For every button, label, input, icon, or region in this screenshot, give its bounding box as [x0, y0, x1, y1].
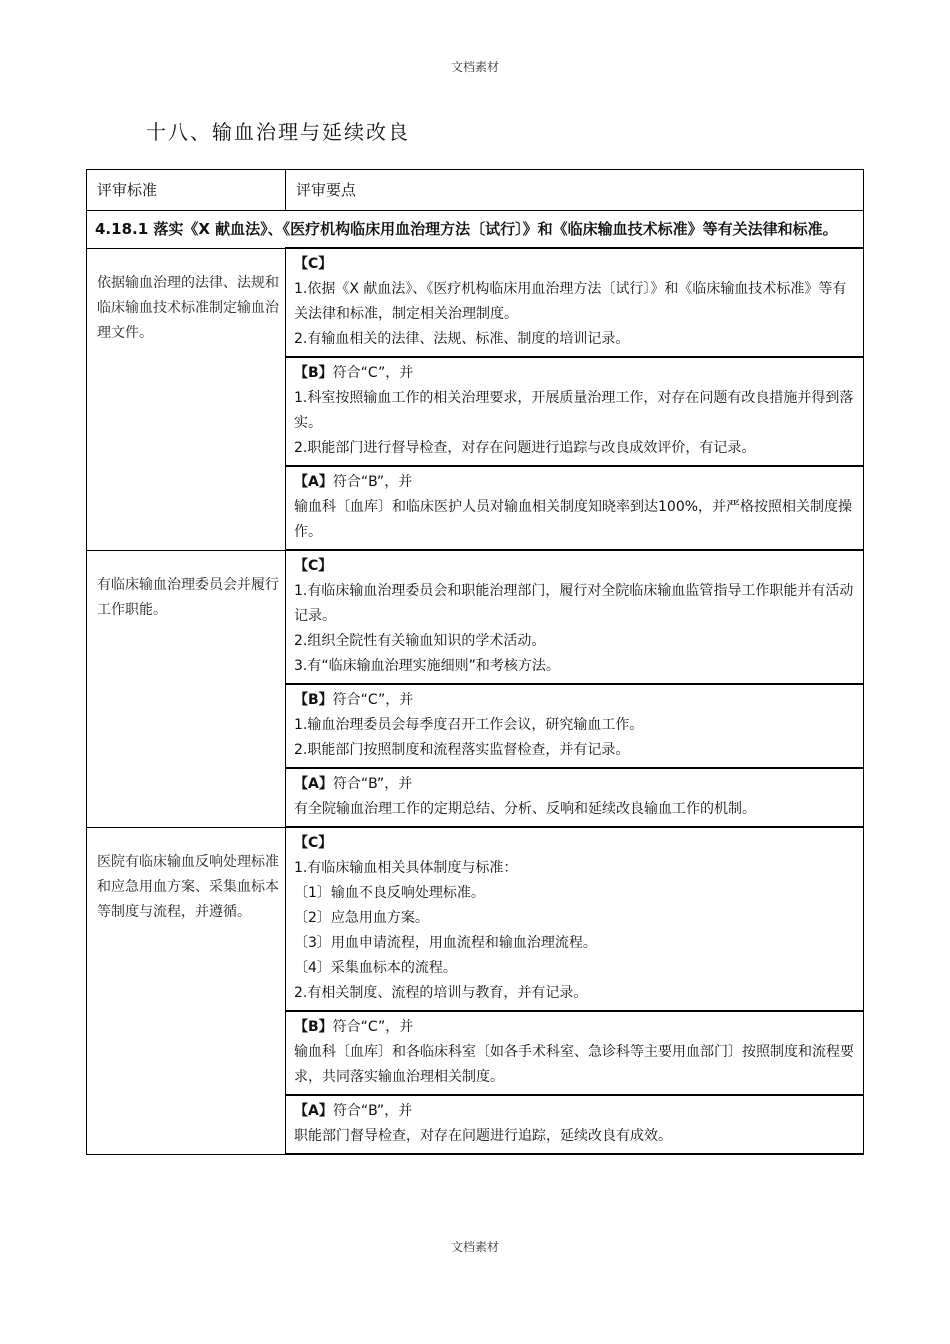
- level-a-suffix: 符合“B”，并: [332, 1103, 413, 1119]
- review-table: [86, 169, 864, 1155]
- level-b-label: 【B】: [294, 365, 333, 381]
- point-b-cell: [286, 684, 864, 768]
- table-row: [87, 827, 864, 1011]
- level-a-suffix: 符合“B”，并: [332, 776, 413, 792]
- point-a-cell: [286, 1095, 864, 1154]
- point-c-cell: [286, 550, 864, 684]
- point-line: 1.科室按照输血工作的相关治理要求，开展质量治理工作，对存在问题有改良措施并得到落实。: [294, 390, 854, 431]
- col-header-points: 评审要点: [286, 170, 864, 211]
- level-a-label: 【A】: [294, 474, 333, 490]
- point-line: 〔2〕应急用血方案。: [294, 910, 429, 926]
- level-b-label: 【B】: [294, 1019, 333, 1035]
- point-line: 2.职能部门按照制度和流程落实监督检查，并有记录。: [294, 742, 630, 758]
- page-footer: 文档素材: [450, 1240, 499, 1254]
- page-header: 文档素材: [450, 60, 499, 74]
- level-b-suffix: 符合“C”，并: [332, 1019, 414, 1035]
- point-line: 职能部门督导检查，对存在问题进行追踪，延续改良有成效。: [294, 1128, 672, 1144]
- point-line: 1.输血治理委员会每季度召开工作会议，研究输血工作。: [294, 717, 644, 733]
- point-b-cell: [286, 357, 864, 466]
- point-a-cell: [286, 466, 864, 550]
- level-a-suffix: 符合“B”，并: [332, 474, 413, 490]
- section-title: 十八、输血治理与延续改良: [146, 120, 410, 144]
- criterion-cell: 医院有临床输血反响处理标准和应急用血方案、采集血标本等制度与流程，并遵循。: [87, 827, 286, 1154]
- point-line: 1.依据《X 献血法》、《医疗机构临床用血治理方法〔试行〕》和《临床输血技术标准》等有关法律和标准，制定相关治理制度。: [294, 281, 847, 322]
- point-c-cell: [286, 248, 864, 357]
- level-b-suffix: 符合“C”，并: [332, 365, 414, 381]
- table-row: [87, 248, 864, 357]
- point-line: 3.有“临床输血治理实施细则”和考核方法。: [294, 658, 560, 674]
- point-line: 输血科〔血库〕和临床医护人员对输血相关制度知晓率到达100%，并严格按照相关制度操作。: [294, 499, 853, 540]
- criterion-cell: 依据输血治理的法律、法规和临床输血技术标准制定输血治理文件。: [87, 248, 286, 550]
- col-header-criterion: 评审标准: [87, 170, 286, 211]
- point-b-cell: [286, 1011, 864, 1095]
- level-a-label: 【A】: [294, 1103, 333, 1119]
- point-c-cell: [286, 827, 864, 1011]
- standard-text: 4.18.1 落实《X 献血法》、《医疗机构临床用血治理方法〔试行〕》和《临床输血技术标准》等有关法律和标准。: [87, 211, 864, 249]
- standard-row: [87, 211, 864, 249]
- level-c-label: 【C】: [294, 256, 333, 272]
- point-line: 2.职能部门进行督导检查，对存在问题进行追踪与改良成效评价，有记录。: [294, 440, 756, 456]
- table-header-row: [87, 170, 864, 211]
- point-line: 〔4〕采集血标本的流程。: [294, 960, 457, 976]
- level-c-label: 【C】: [294, 558, 333, 574]
- point-line: 〔1〕输血不良反响处理标准。: [294, 885, 485, 901]
- criterion-cell: 有临床输血治理委员会并履行工作职能。: [87, 550, 286, 827]
- point-line: 1.有临床输血治理委员会和职能治理部门，履行对全院临床输血监管指导工作职能并有活动记录。: [294, 583, 854, 624]
- point-line: 〔3〕用血申请流程，用血流程和输血治理流程。: [294, 935, 597, 951]
- point-line: 2.组织全院性有关输血知识的学术活动。: [294, 633, 546, 649]
- level-b-suffix: 符合“C”，并: [332, 692, 414, 708]
- level-a-label: 【A】: [294, 776, 333, 792]
- table-row: [87, 550, 864, 684]
- level-c-label: 【C】: [294, 835, 333, 851]
- level-b-label: 【B】: [294, 692, 333, 708]
- point-line: 2.有相关制度、流程的培训与教育，并有记录。: [294, 985, 588, 1001]
- point-line: 有全院输血治理工作的定期总结、分析、反响和延续改良输血工作的机制。: [294, 801, 756, 817]
- point-line: 1.有临床输血相关具体制度与标准：: [294, 860, 518, 876]
- point-line: 2.有输血相关的法律、法规、标准、制度的培训记录。: [294, 331, 630, 347]
- point-a-cell: [286, 768, 864, 827]
- point-line: 输血科〔血库〕和各临床科室〔如各手术科室、急诊科等主要用血部门〕按照制度和流程要求，共同落实输血治理相关制度。: [294, 1044, 854, 1085]
